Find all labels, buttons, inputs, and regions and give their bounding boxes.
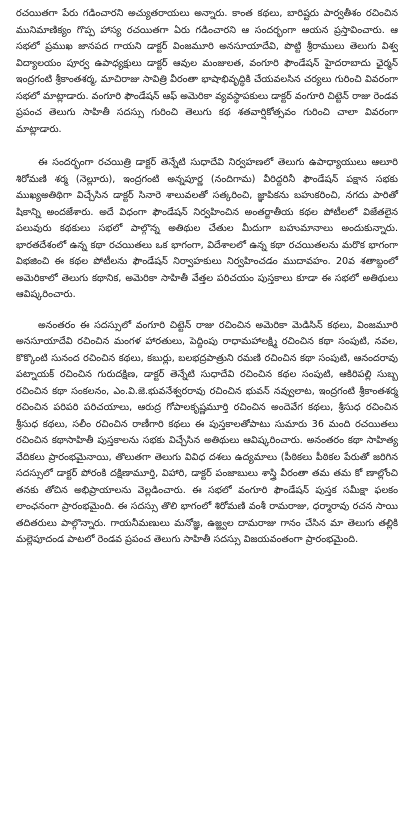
article-paragraph-3: అనంతరం ఈ సదస్సులో వంగూరి చిట్టెన్ రాజు రచించిన అమెరికా మెడిసిన్ కథలు, వింజమూరి అనసూయాదేవి రచించిన మంగళ హారతులు, పెద్దింపు రాధామహాలక్ష్మి రచించిన కథా సంపుటి, నవల, కొక్కొంటి సునంద రచించిన కథలు, కబుర్లు, బలభద్రపాత్రుని రమణి రచించిన కథా సంపుటి, ఆనందరావు పట్నాయక్ రచించిన గురుదక్షిణ, డాక్టర్ తెన్నేటి సుధాదేవి రచించిన కథల సంపుటి, ఆకిరిపల్లి సుబ్బ రచించిన కథా సంకలనం, ఎం.వి.జె.భువనేశ్వరరావు రచించిన భువన్ నవ్వులాట, ఇంద్రగంటి శ్రీకాంతశర్మ రచించిన పరిపరి పరిచయాలు, ఆరుద్ర గోపాలకృష్ణమూర్తి రచించిన అందెవేగ కథలు, శ్రీసుధ రచించిన శ్రీసుధ కథలు, సలీం రచించిన రాణీగారి కథలు ఈ పుస్తకాలతోపాటు సుమారు 36 మంది రచయితలు రచించిన కథాసాహితీ పుస్తకాలను సభకు విచ్చేసిన అతిథులు ఆవిష్కరించారు. అనంతరం కథా సాహిత్య వేదికలు ప్రారంభమైనాయి, తొలుతగా తెలుగు వివిధ దశలు ఉద్యమాలు (పీఠికలు పీఠికల పేరుతో జరిగిన సదస్సులో డాక్టర్ పోరంకి దక్షిణామూర్తి, విహారి, డాక్టర్ పంజాబులు శాస్త్రి వీరంతా తమ తమ కో ణాల్లోంచి తనకు తోచిన అభిప్రాయాలను వెల్లడించారు. ఈ సభలో వంగూరి ఫౌండేషన్ పుస్తక సమీక్షా ఫలకం లాంఛనంగా ప్రారంభమైంది. ఈ సదస్సు తొలి భాగంలో శిరోమణి వంశీ రామరాజు, ధర్మారావు రచన సాయి తదితరులు పాల్గొన్నారు. గాయనీమణులు మనోజ్ఞ, ఉజ్జ్వల దామరాజు గానం చేసిన మా తెలుగు తల్లికి మల్లెపూదండ పాటలో రెండవ ప్రపంచ తెలుగు సాహితీ సదస్సు విజయవంతంగా ప్రారంభమైంది. <box>16 319 398 545</box>
article-paragraph-2: ఈ సందర్భంగా రచయిత్రి డాక్టర్ తెన్నేటి సుధాదేవి నిర్వహణలో తెలుగు ఉపాధ్యాయులు ఆలూరి శిరోమణి శర్మ (నెల్లూరు), ఇంద్రగంటి అన్నపూర్ణ (నందిగామ) వీరిద్దరినీ ఫౌండేషన్ పక్షాన సభకు ముఖ్యఅతిథిగా విచ్చేసిన డాక్టర్ సినారె శాలువలతో సత్కరించి, జ్ఞాపికను బహుకరించి, నగదు పారితో షికాన్ని అందజేశారు. అదే విధంగా ఫౌండేషన్ నిర్వహించిన అంతర్జాతీయ కథల పోటీలలో విజేతలైన పలువురు కథకులు సభలో పాల్గొన్న అతిథుల చేతుల మీదుగా బహుమానాలు అందుకున్నారు. భారతదేశంలో ఉన్న కథా రచయితలు ఒక భాగంగా, విదేశాలలో ఉన్న కథా రచయితలను మరొక భాగంగా విభజించి ఈ కథల పోటీలను ఫౌండేషన్ నిర్వాహకులు నిర్వహించడం ముదావహం. 20వ శతాబ్దంలో అమెరికాలో తెలుగు కథానిక, అమెరికా సాహితీ వేత్తల పరిచయం పుస్తకాలు కూడా ఈ సభలో అతిథులు ఆవిష్కరించారు. <box>16 157 398 300</box>
article-body <box>16 6 398 549</box>
article-paragraph-1: రచయితగా పేరు గడించారని అచ్యుతరాయలు అన్నారు. కాంత కథలు, బారిష్టరు పార్వతీశం రచించిన మునిమాణిక్యం గొప్ప హాస్య రచయితగా ఏరు గడించారని ఆ సందర్భంగా ఆయన ప్రస్తావించారు. ఆ సభలో ప్రముఖ జానపద గాయని డాక్టర్ వింజమూరి అనసూయాదేవి, పొట్టి శ్రీరాములు తెలుగు విశ్వ విద్యాలయం పూర్వ ఉపాధ్యక్షులు డాక్టర్ ఆవుల మంజులత, వంగూరి ఫౌండేషన్ హైదరాబాదు ఛైర్మన్ ఇంద్రగంటి శ్రీకాంతశర్మ, మాచిరాజు సావిత్రి వీరంతా భాషాభివృద్ధికి చేయవలసిన చర్యలు గురించి వివరంగా సభలో మాట్లాడారు. వంగూరి ఫౌండేషన్ ఆఫ్ అమెరికా వ్యవస్థాపకులు డాక్టర్ వంగూరి చిట్టెన్ రాజు రెండవ ప్రపంచ తెలుగు సాహితీ సదస్సు గురించి తెలుగు కథ శతవార్షికోత్సవం గురించి చాలా వివరంగా మాట్లాడారు. <box>16 8 398 135</box>
